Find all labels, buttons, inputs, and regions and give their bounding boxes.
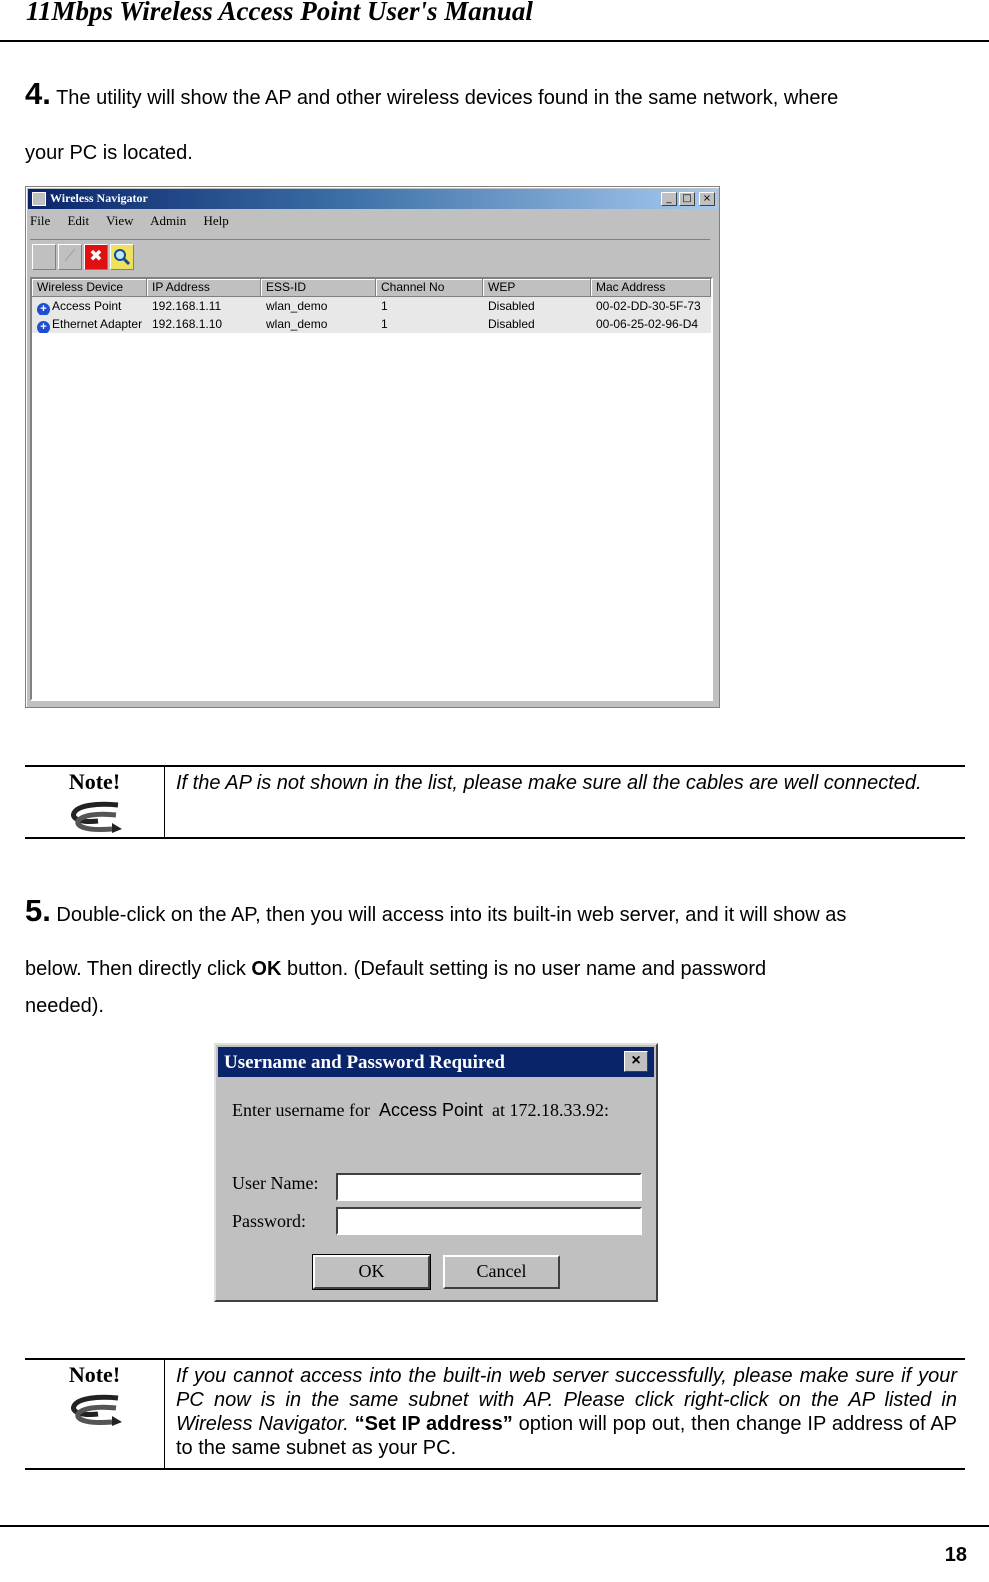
step5-line1 bbox=[25, 893, 847, 928]
blank-button[interactable] bbox=[32, 244, 56, 270]
search-button[interactable] bbox=[110, 244, 134, 270]
step5-line2: below. Then directly click OK button. (Default setting is no user name and password bbox=[25, 958, 767, 980]
note-box-1 bbox=[25, 765, 965, 839]
step4-text: The utility will show the AP and other wireless devices found in the same network, where bbox=[56, 87, 839, 109]
device-list bbox=[30, 277, 713, 701]
note2-text: If you cannot access into the built-in web server successfully, please make sure if your PC now is in the same subnet with AP. Please click right-click on the AP listed in Wireless Navigator. “Set IP address” option will pop out, then change IP address of AP to the same subnet as your PC. bbox=[176, 1365, 957, 1459]
close-button[interactable]: × bbox=[699, 192, 715, 206]
cancel-button[interactable]: Cancel bbox=[443, 1255, 560, 1289]
wireless-navigator-window bbox=[25, 186, 720, 708]
page-header bbox=[0, 0, 989, 42]
delete-icon: ✖ bbox=[89, 248, 103, 265]
col-mac-address[interactable]: Mac Address bbox=[591, 279, 711, 297]
delete-button[interactable] bbox=[84, 244, 108, 270]
menu-edit[interactable]: Edit bbox=[67, 213, 90, 228]
note-label: Note! bbox=[68, 1362, 121, 1387]
dialog-titlebar bbox=[218, 1047, 654, 1077]
app-icon bbox=[32, 192, 46, 206]
toolbar bbox=[30, 239, 710, 274]
step5-number: 5. bbox=[25, 893, 51, 928]
refresh-icon: ⟋ bbox=[64, 248, 76, 265]
table-row[interactable]: + Ethernet Adapter 192.168.1.10 wlan_demo 1 Disabled 00-06-25-02-96-D4 bbox=[32, 315, 711, 333]
dialog-prompt: Enter username for Access Point at 172.18.33.92: bbox=[232, 1100, 609, 1120]
menubar bbox=[30, 213, 243, 233]
dialog-close-button[interactable]: × bbox=[624, 1051, 648, 1072]
col-wep[interactable]: WEP bbox=[483, 279, 591, 297]
search-icon bbox=[113, 248, 131, 266]
step5-line3: needed). bbox=[25, 995, 104, 1017]
step4-line2: your PC is located. bbox=[25, 142, 193, 164]
password-label: Password: bbox=[232, 1211, 307, 1231]
note-label-cell bbox=[25, 1360, 165, 1468]
note-label-cell bbox=[25, 767, 165, 837]
refresh-button[interactable] bbox=[58, 244, 82, 270]
note-label: Note! bbox=[68, 769, 121, 794]
col-channel-no[interactable]: Channel No bbox=[376, 279, 483, 297]
menu-view[interactable]: View bbox=[106, 213, 134, 228]
device-icon: + bbox=[37, 321, 50, 333]
navigator-title: Wireless Navigator bbox=[50, 191, 148, 205]
table-row[interactable]: + Access Point 192.168.1.11 wlan_demo 1 Disabled 00-02-DD-30-5F-73 bbox=[32, 297, 711, 315]
note-box-2 bbox=[25, 1358, 965, 1470]
minimize-button[interactable]: _ bbox=[661, 192, 677, 206]
note-hand-icon bbox=[68, 1392, 124, 1426]
col-ess-id[interactable]: ESS-ID bbox=[261, 279, 376, 297]
manual-title: 11Mbps Wireless Access Point User's Manual bbox=[26, 0, 533, 26]
ok-button[interactable]: OK bbox=[313, 1255, 430, 1289]
maximize-button[interactable]: □ bbox=[679, 192, 695, 206]
step4-line1 bbox=[25, 76, 839, 111]
note1-text: If the AP is not shown in the list, please make sure all the cables are well connected. bbox=[176, 772, 922, 794]
menu-admin[interactable]: Admin bbox=[150, 213, 187, 228]
page-footer-rule bbox=[0, 1525, 989, 1527]
note-hand-icon bbox=[68, 799, 124, 833]
menu-help[interactable]: Help bbox=[203, 213, 229, 228]
step4-number: 4. bbox=[25, 76, 51, 111]
navigator-titlebar bbox=[28, 189, 717, 209]
col-ip-address[interactable]: IP Address bbox=[147, 279, 261, 297]
menu-file[interactable]: File bbox=[30, 213, 51, 228]
page-number: 18 bbox=[944, 1544, 967, 1566]
password-input[interactable] bbox=[336, 1207, 642, 1235]
dialog-title: Username and Password Required bbox=[224, 1052, 505, 1073]
device-icon: + bbox=[37, 303, 50, 315]
list-header bbox=[32, 279, 711, 297]
col-wireless-device[interactable]: Wireless Device bbox=[32, 279, 147, 297]
login-dialog bbox=[214, 1043, 658, 1302]
username-label: User Name: bbox=[232, 1173, 319, 1193]
step5-text: Double-click on the AP, then you will access into its built-in web server, and it will show as bbox=[56, 904, 847, 926]
username-input[interactable] bbox=[336, 1173, 642, 1201]
